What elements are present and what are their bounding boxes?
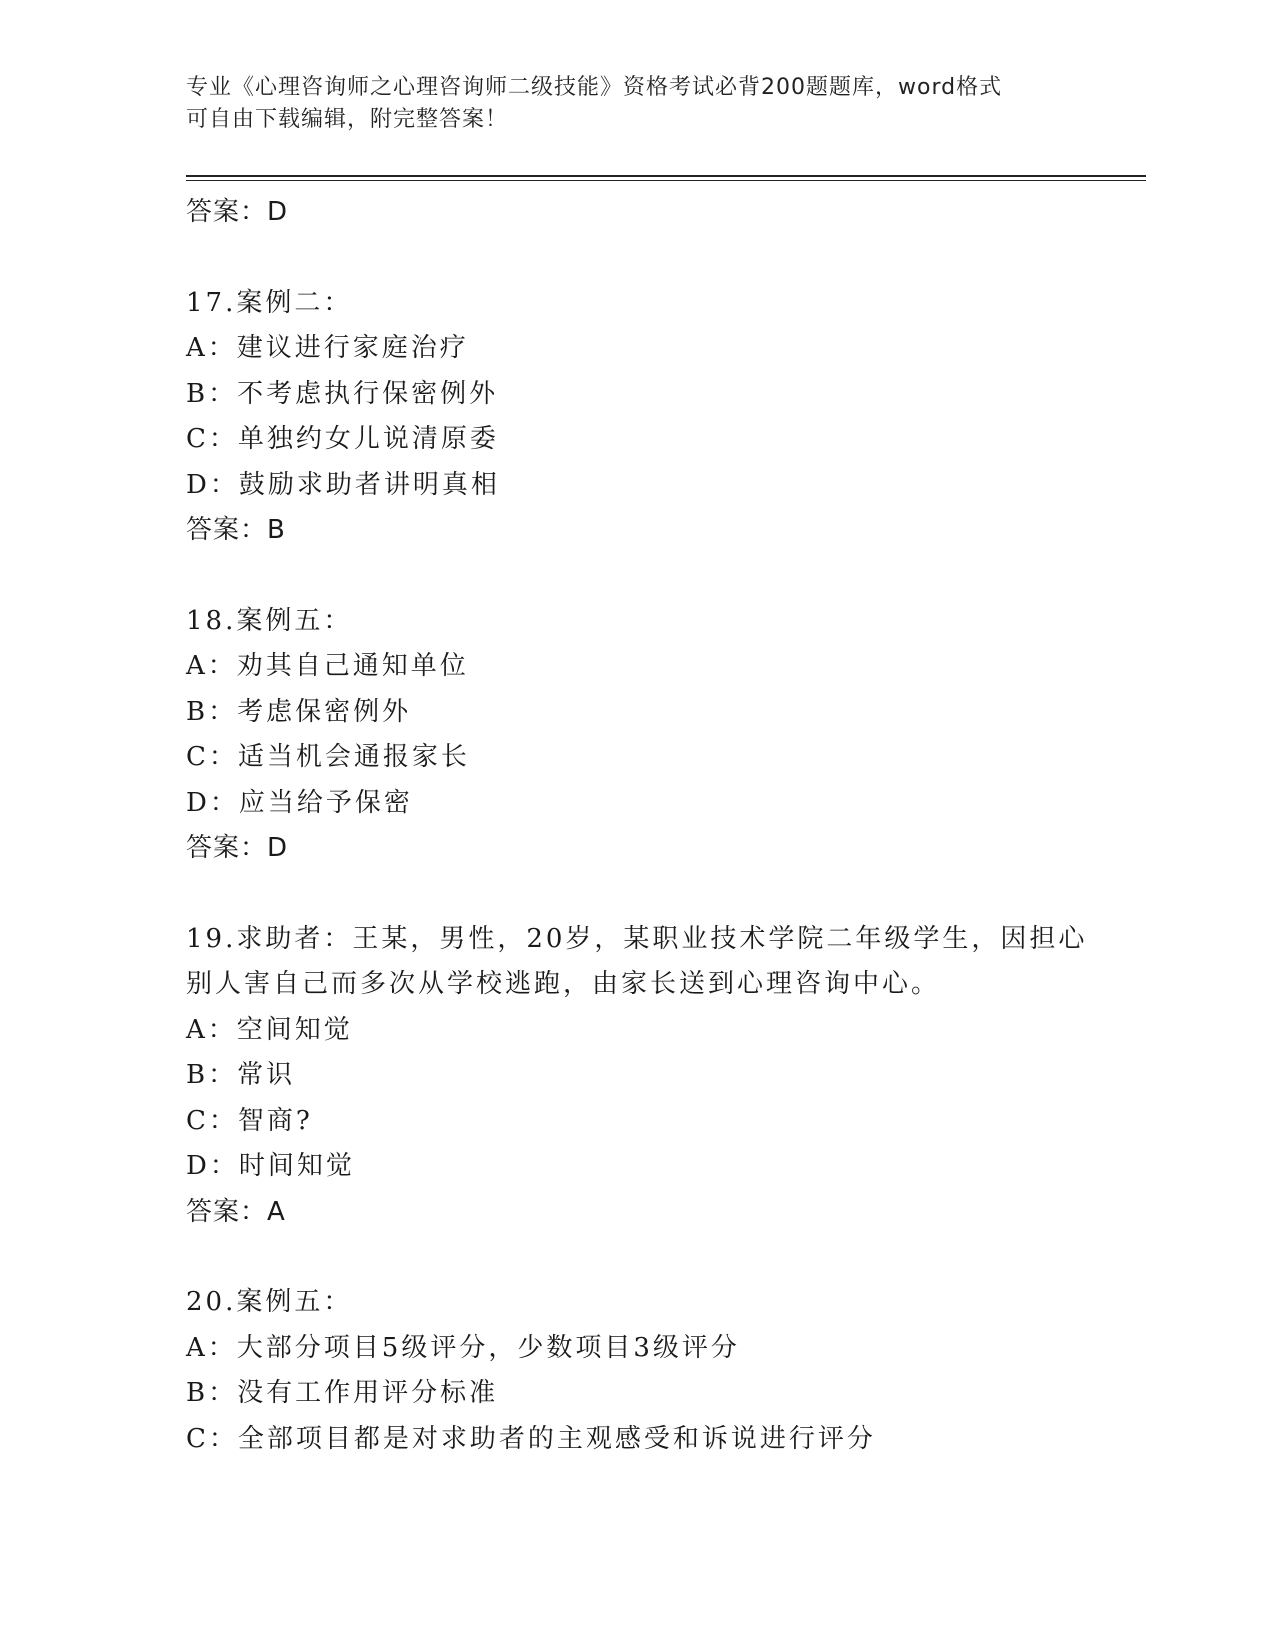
header-title-line-1: 专业《心理咨询师之心理咨询师二级技能》资格考试必背200题题库，word格式 xyxy=(186,75,1003,100)
question-stem: 20.案例五： xyxy=(186,1287,353,1317)
answer-line: 答案：D xyxy=(186,833,289,863)
option-b: B：考虑保密例外 xyxy=(186,696,412,727)
option-b: B：不考虑执行保密例外 xyxy=(186,378,499,409)
header-divider-thin xyxy=(186,180,1146,181)
option-a: A：空间知觉 xyxy=(186,1014,353,1045)
question-stem: 17.案例二： xyxy=(186,287,353,318)
option-d: D：应当给予保密 xyxy=(186,787,413,818)
spacer xyxy=(186,872,1086,917)
option-b: B：没有工作用评分标准 xyxy=(186,1378,499,1408)
option-b: B：常识 xyxy=(186,1060,296,1090)
question-stem-line-2: 别人害自己而多次从学校逃跑，由家长送到心理咨询中心。 xyxy=(186,969,941,999)
option-a: A：建议进行家庭治疗 xyxy=(186,333,469,363)
answer-line: 答案：A xyxy=(186,1196,286,1227)
option-c: C：单独约女儿说清原委 xyxy=(186,424,499,454)
option-d: D：鼓励求助者讲明真相 xyxy=(186,469,500,500)
header-divider-thick xyxy=(186,175,1146,177)
option-a: A：劝其自己通知单位 xyxy=(186,651,469,681)
page-header xyxy=(186,72,1086,136)
option-c: C：适当机会通报家长 xyxy=(186,742,470,772)
option-c: C：智商? xyxy=(186,1105,313,1136)
question-block xyxy=(186,281,1086,554)
option-a: A：大部分项目5级评分，少数项目3级评分 xyxy=(186,1332,740,1363)
answer-line: 答案：D xyxy=(186,197,289,227)
spacer xyxy=(186,236,1086,281)
question-block xyxy=(186,1280,1086,1462)
question-stem-line-1: 19.求助者：王某，男性，20岁，某职业技术学院二年级学生，因担心 xyxy=(186,923,1088,954)
spacer xyxy=(186,554,1086,599)
question-content xyxy=(186,190,1086,1462)
question-block xyxy=(186,599,1086,872)
spacer xyxy=(186,1235,1086,1280)
answer-line: 答案：B xyxy=(186,515,286,545)
option-c: C：全部项目都是对求助者的主观感受和诉说进行评分 xyxy=(186,1423,876,1454)
option-d: D：时间知觉 xyxy=(186,1151,355,1181)
question-block xyxy=(186,917,1086,1236)
question-stem: 18.案例五： xyxy=(186,605,353,636)
header-title-line-2: 可自由下载编辑，附完整答案！ xyxy=(186,107,509,132)
